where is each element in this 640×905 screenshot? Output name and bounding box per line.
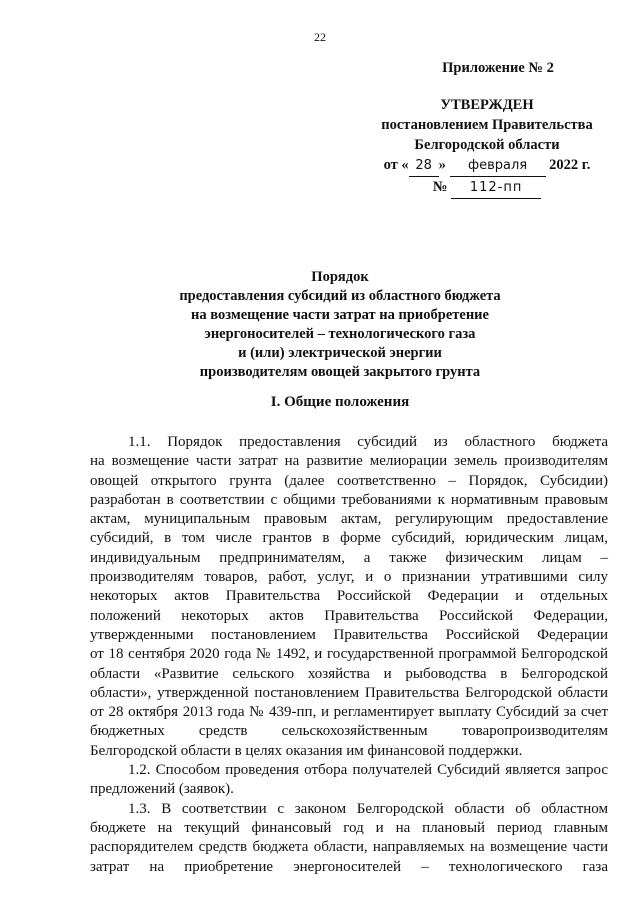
date-year: 2022 г. (549, 157, 591, 173)
title-line: и (или) электрической энергии (238, 345, 442, 361)
text-line: от 28 октября 2013 года № 439-пп, и регламентирует выплату Субсидий за счет (90, 704, 608, 721)
text-line: некоторых актов Правительства Российской Федерации и отдельных (90, 588, 608, 605)
text-line: распорядителем средств бюджета области, направляемых на возмещение части (90, 839, 608, 856)
title-line: Порядок (311, 269, 369, 285)
text-line: Белгородской области в целях оказания им финансовой поддержки. (90, 742, 523, 759)
text-line: актам, муниципальным правовым актам, регулирующим предоставление (90, 511, 608, 528)
date-prefix: от « (383, 157, 409, 173)
number-prefix: № (432, 179, 448, 195)
approved-label: УТВЕРЖДЕН (440, 97, 534, 113)
text-line: бюджетных средств сельскохозяйственным товаропроизводителям (90, 723, 608, 740)
text-line: 1.2. Способом проведения отбора получателей Субсидий является запрос (128, 762, 608, 779)
number-value: 112-пп (451, 178, 541, 199)
section-heading: I. Общие положения (270, 394, 410, 410)
text-line: субсидий, в том числе грантов в форме субсидий, юридическим лицам, (90, 530, 608, 547)
text-line: производителям товаров, работ, услуг, и о признании утратившими силу (90, 569, 608, 586)
text-line: утвержденными постановлением Правительства Российской Федерации (90, 626, 608, 643)
page-number: 22 (314, 30, 326, 44)
text-line: бюджете на текущий финансовый год и на плановый период главным (90, 819, 608, 836)
text-line: индивидуальным предпринимателям, а также физическим лицам – (90, 549, 608, 566)
approval-date (372, 155, 602, 177)
text-line: 1.1. Порядок предоставления субсидий из областного бюджета (128, 434, 608, 450)
text-line: области», утвержденной постановлением Правительства Белгородской области (90, 684, 608, 701)
approval-stamp (372, 58, 602, 199)
text-line: предложений (заявок). (90, 781, 234, 798)
paragraph-1-3 (90, 800, 608, 877)
approved-by-line: постановлением Правительства (381, 117, 593, 133)
text-line: от 18 сентября 2020 года № 1492, и государственной программой Белгородской (90, 646, 608, 663)
region-line: Белгородской области (414, 137, 560, 153)
text-line: овощей открытого грунта (далее соответственно – Порядок, Субсидии) (90, 472, 608, 489)
date-day: 28 (409, 156, 439, 177)
text-line: затрат на приобретение энергоносителей – технологического газа (90, 858, 608, 875)
title-line: производителям овощей закрытого грунта (199, 364, 481, 380)
appendix-label: Приложение № 2 (442, 60, 554, 76)
text-line: 1.3. В соответствии с законом Белгородской области об областном (128, 800, 608, 817)
text-line: разработан в соответствии с общими требованиями к нормативным правовым (90, 491, 608, 508)
approval-number (372, 177, 602, 199)
document-title (140, 268, 540, 382)
date-mid: » (438, 157, 446, 173)
text-line: области «Развитие сельского хозяйства и рыбоводства в Белгородской (90, 665, 608, 682)
title-line: предоставления субсидий из областного бюджета (179, 288, 501, 304)
paragraph-1-1 (90, 433, 608, 761)
text-line: на возмещение части затрат на развитие мелиорации земель производителям (90, 453, 608, 470)
body-text (90, 433, 608, 877)
title-line: на возмещение части затрат на приобретение (191, 307, 489, 323)
paragraph-1-2 (90, 761, 608, 800)
date-month: февраля (450, 156, 546, 177)
text-line: положений некоторых актов Правительства Российской Федерации, (90, 607, 608, 624)
title-line: энергоносителей – технологического газа (204, 326, 476, 342)
